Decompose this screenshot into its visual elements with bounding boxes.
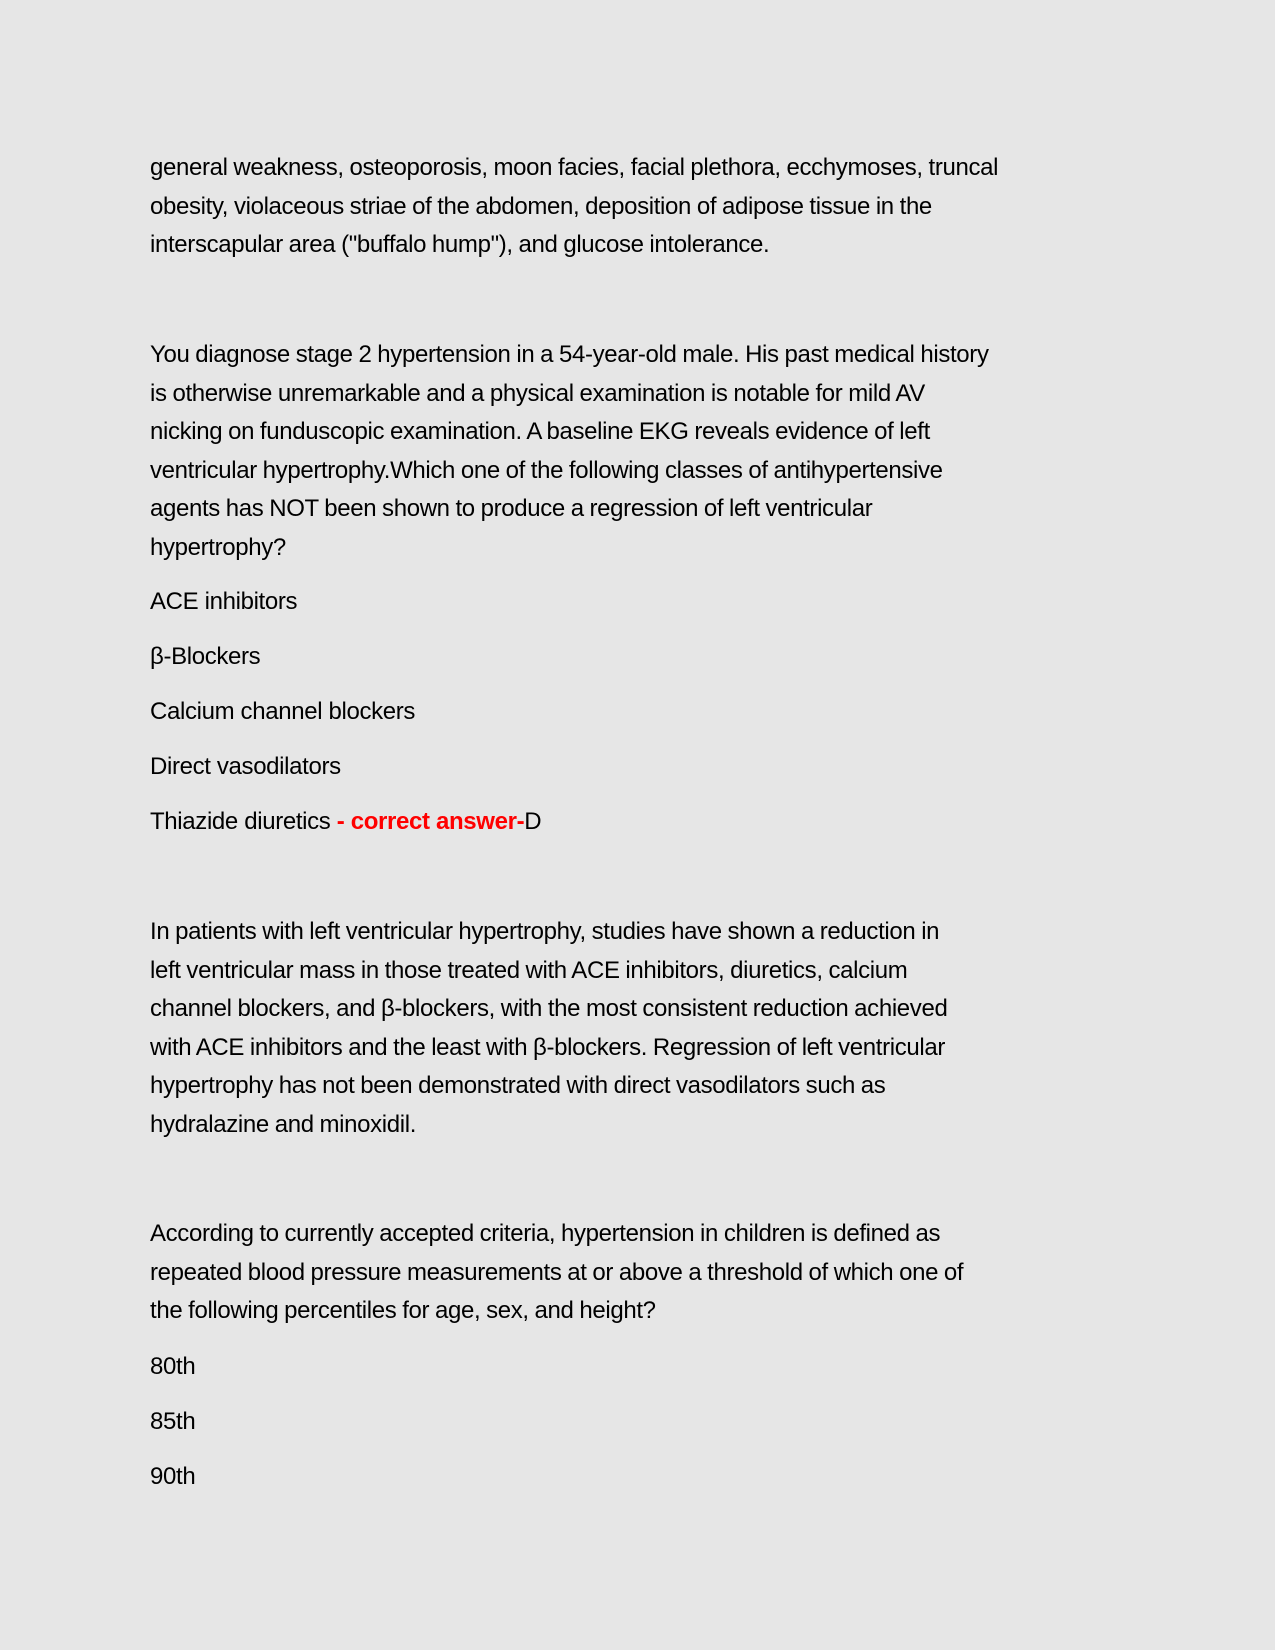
option-thiazide-diuretics-with-answer [150,807,541,837]
text-line: repeated blood pressure measurements at or above a threshold of which one of [150,1258,964,1286]
text-line: left ventricular mass in those treated with ACE inhibitors, diuretics, calcium [150,956,908,984]
text-line: hypertrophy? [150,533,286,561]
option-ace-inhibitors: ACE inhibitors [150,588,298,615]
text-line: In patients with left ventricular hypertrophy, studies have shown a reduction in [150,918,940,945]
text-line: hydralazine and minoxidil. [150,1110,417,1138]
text-line: According to currently accepted criteria, hypertension in children is defined as [150,1220,941,1247]
text-line: obesity, violaceous striae of the abdomen, deposition of adipose tissue in the [150,192,932,220]
text-line: agents has NOT been shown to produce a regression of left ventricular [150,495,873,522]
option-calcium-channel-blockers: Calcium channel blockers [150,698,416,725]
option-thiazide-diuretics: Thiazide diuretics [150,808,331,835]
option-direct-vasodilators: Direct vasodilators [150,753,341,780]
correct-answer-label: - correct answer- [336,808,525,835]
option-85th: 85th [150,1408,196,1435]
question-lvh-stem [150,336,1150,567]
text-line: is otherwise unremarkable and a physical examination is notable for mild AV [150,379,925,407]
text-line: with ACE inhibitors and the least with β-blockers. Regression of left ventricular [150,1033,945,1061]
paragraph-cushing-symptoms [150,149,1150,265]
text-line: You diagnose stage 2 hypertension in a 54-year-old male. His past medical history [150,341,989,368]
text-line: channel blockers, and β-blockers, with the most consistent reduction achieved [150,995,948,1022]
option-beta-blockers: β-Blockers [150,643,261,670]
text-line: the following percentiles for age, sex, and height? [150,1297,656,1324]
correct-answer-value: D [524,808,542,835]
text-line: nicking on funduscopic examination. A baseline EKG reveals evidence of left [150,418,930,445]
explanation-lvh [150,913,1150,1144]
text-line: hypertrophy has not been demonstrated with direct vasodilators such as [150,1072,886,1099]
text-line: interscapular area ("buffalo hump"), and glucose intolerance. [150,231,770,258]
question-pediatric-hypertension-stem [150,1215,1150,1331]
text-line: ventricular hypertrophy.Which one of the following classes of antihypertensive [150,456,943,484]
option-90th: 90th [150,1463,196,1490]
text-line: general weakness, osteoporosis, moon facies, facial plethora, ecchymoses, truncal [150,154,999,181]
option-80th: 80th [150,1353,196,1380]
